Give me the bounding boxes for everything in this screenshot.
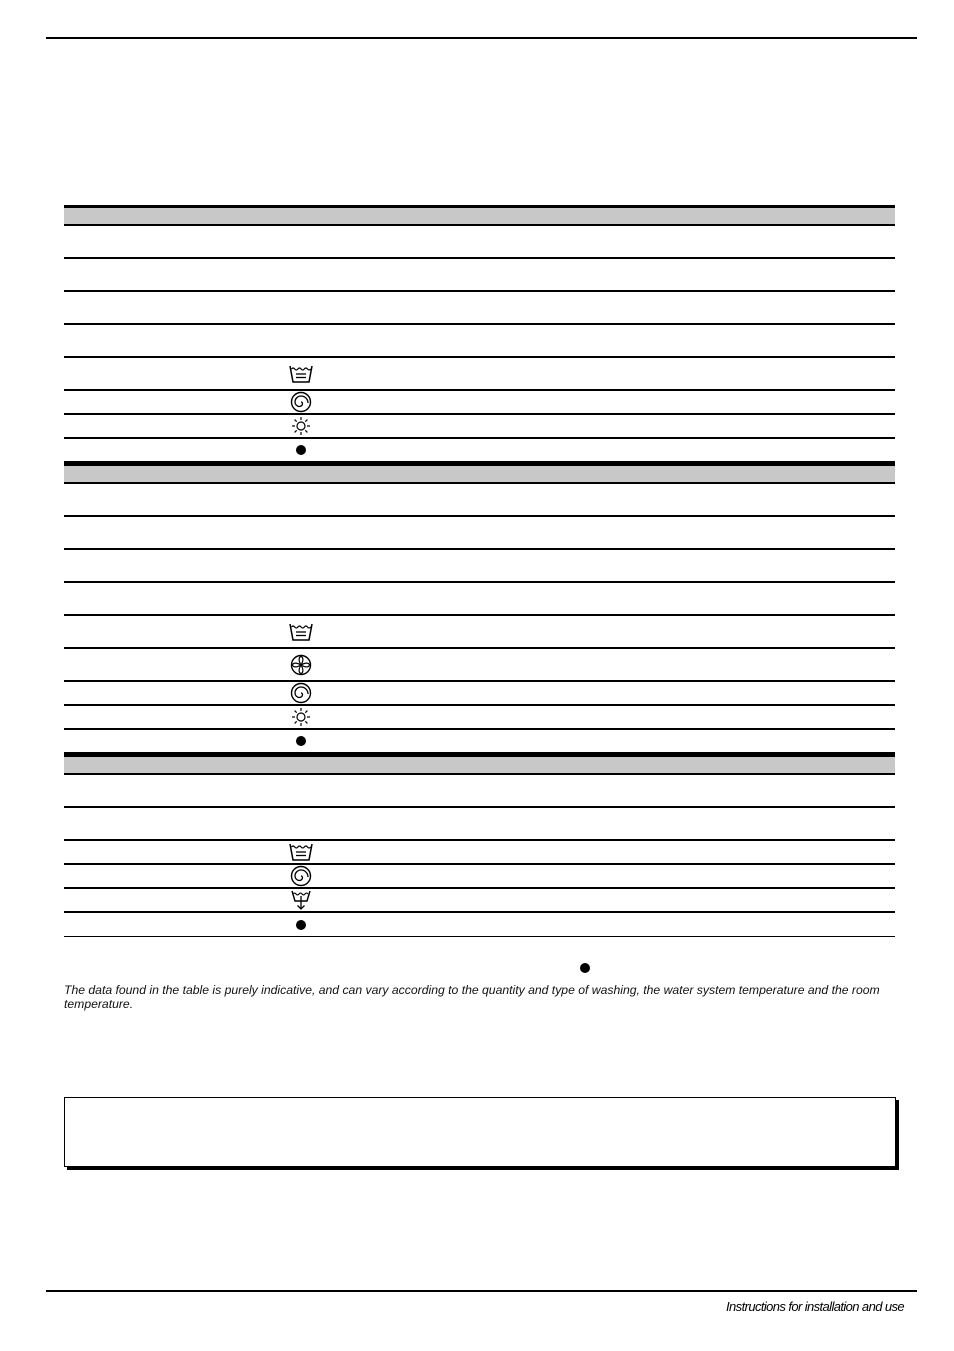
footer-title: Instructions for installation and use <box>726 1299 904 1314</box>
note-dot-icon <box>580 963 590 973</box>
section-header <box>64 754 895 775</box>
table-row <box>64 616 895 649</box>
dot-icon <box>289 730 313 752</box>
dot-icon <box>289 439 313 461</box>
table-row <box>64 682 895 706</box>
table-row <box>64 889 895 913</box>
drain-icon <box>289 889 313 911</box>
spin-icon <box>289 865 313 887</box>
table-row <box>64 808 895 841</box>
table-row <box>64 517 895 550</box>
programme-table <box>64 205 895 937</box>
table-row <box>64 706 895 730</box>
table-row <box>64 583 895 616</box>
table-note: The data found in the table is purely indicative, and can vary according to the quantity and type of washing, the water system temperature and the room temperature. <box>64 983 880 1011</box>
table-row <box>64 913 895 937</box>
section-header <box>64 463 895 484</box>
table-row <box>64 226 895 259</box>
table-row <box>64 391 895 415</box>
table-row <box>64 730 895 754</box>
spin-icon <box>289 391 313 413</box>
table-row <box>64 325 895 358</box>
section-header <box>64 205 895 226</box>
notice-box <box>64 1097 896 1167</box>
wash-icon <box>289 363 313 385</box>
sun-icon <box>289 415 313 437</box>
spin-icon <box>289 682 313 704</box>
sun-icon <box>289 706 313 728</box>
wash-icon <box>289 841 313 863</box>
table-row <box>64 550 895 583</box>
top-rule <box>46 37 917 39</box>
bottom-rule <box>46 1290 917 1292</box>
table-row <box>64 259 895 292</box>
dot-icon <box>289 914 313 936</box>
table-row <box>64 649 895 682</box>
table-row <box>64 775 895 808</box>
wash-icon <box>289 621 313 643</box>
table-row <box>64 439 895 463</box>
table-row <box>64 865 895 889</box>
table-row <box>64 292 895 325</box>
table-row <box>64 484 895 517</box>
table-row <box>64 415 895 439</box>
table-row <box>64 358 895 391</box>
fan-icon <box>289 654 313 676</box>
table-row <box>64 841 895 865</box>
